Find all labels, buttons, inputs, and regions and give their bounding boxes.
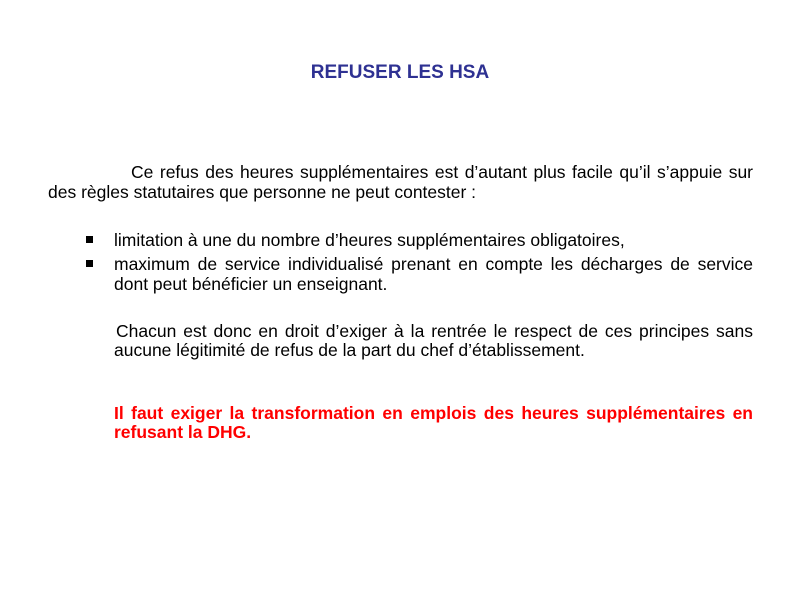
- conclusion-paragraph: Il faut exiger la transformation en emplois des heures supplémentaires en refusant la DHG.: [114, 403, 753, 442]
- bullet-text: limitation à une du nombre d’heures supplémentaires obligatoires,: [114, 230, 625, 250]
- square-bullet-icon: [86, 260, 93, 267]
- bullet-list: [86, 230, 753, 298]
- intro-paragraph: Ce refus des heures supplémentaires est d’autant plus facile qu’il s’appuie sur des règles statutaires que personne ne peut contester :: [48, 162, 753, 202]
- list-item: [86, 254, 753, 294]
- list-item: [86, 230, 753, 250]
- rights-paragraph: Chacun est donc en droit d’exiger à la rentrée le respect de ces principes sans aucune légitimité de refus de la part du chef d’établissement.: [114, 321, 753, 360]
- slide-title: REFUSER LES HSA: [310, 62, 490, 83]
- square-bullet-icon: [86, 236, 93, 243]
- bullet-text: maximum de service individualisé prenant en compte les décharges de service dont peut bénéficier un enseignant.: [114, 254, 753, 294]
- intro-block: [48, 162, 753, 202]
